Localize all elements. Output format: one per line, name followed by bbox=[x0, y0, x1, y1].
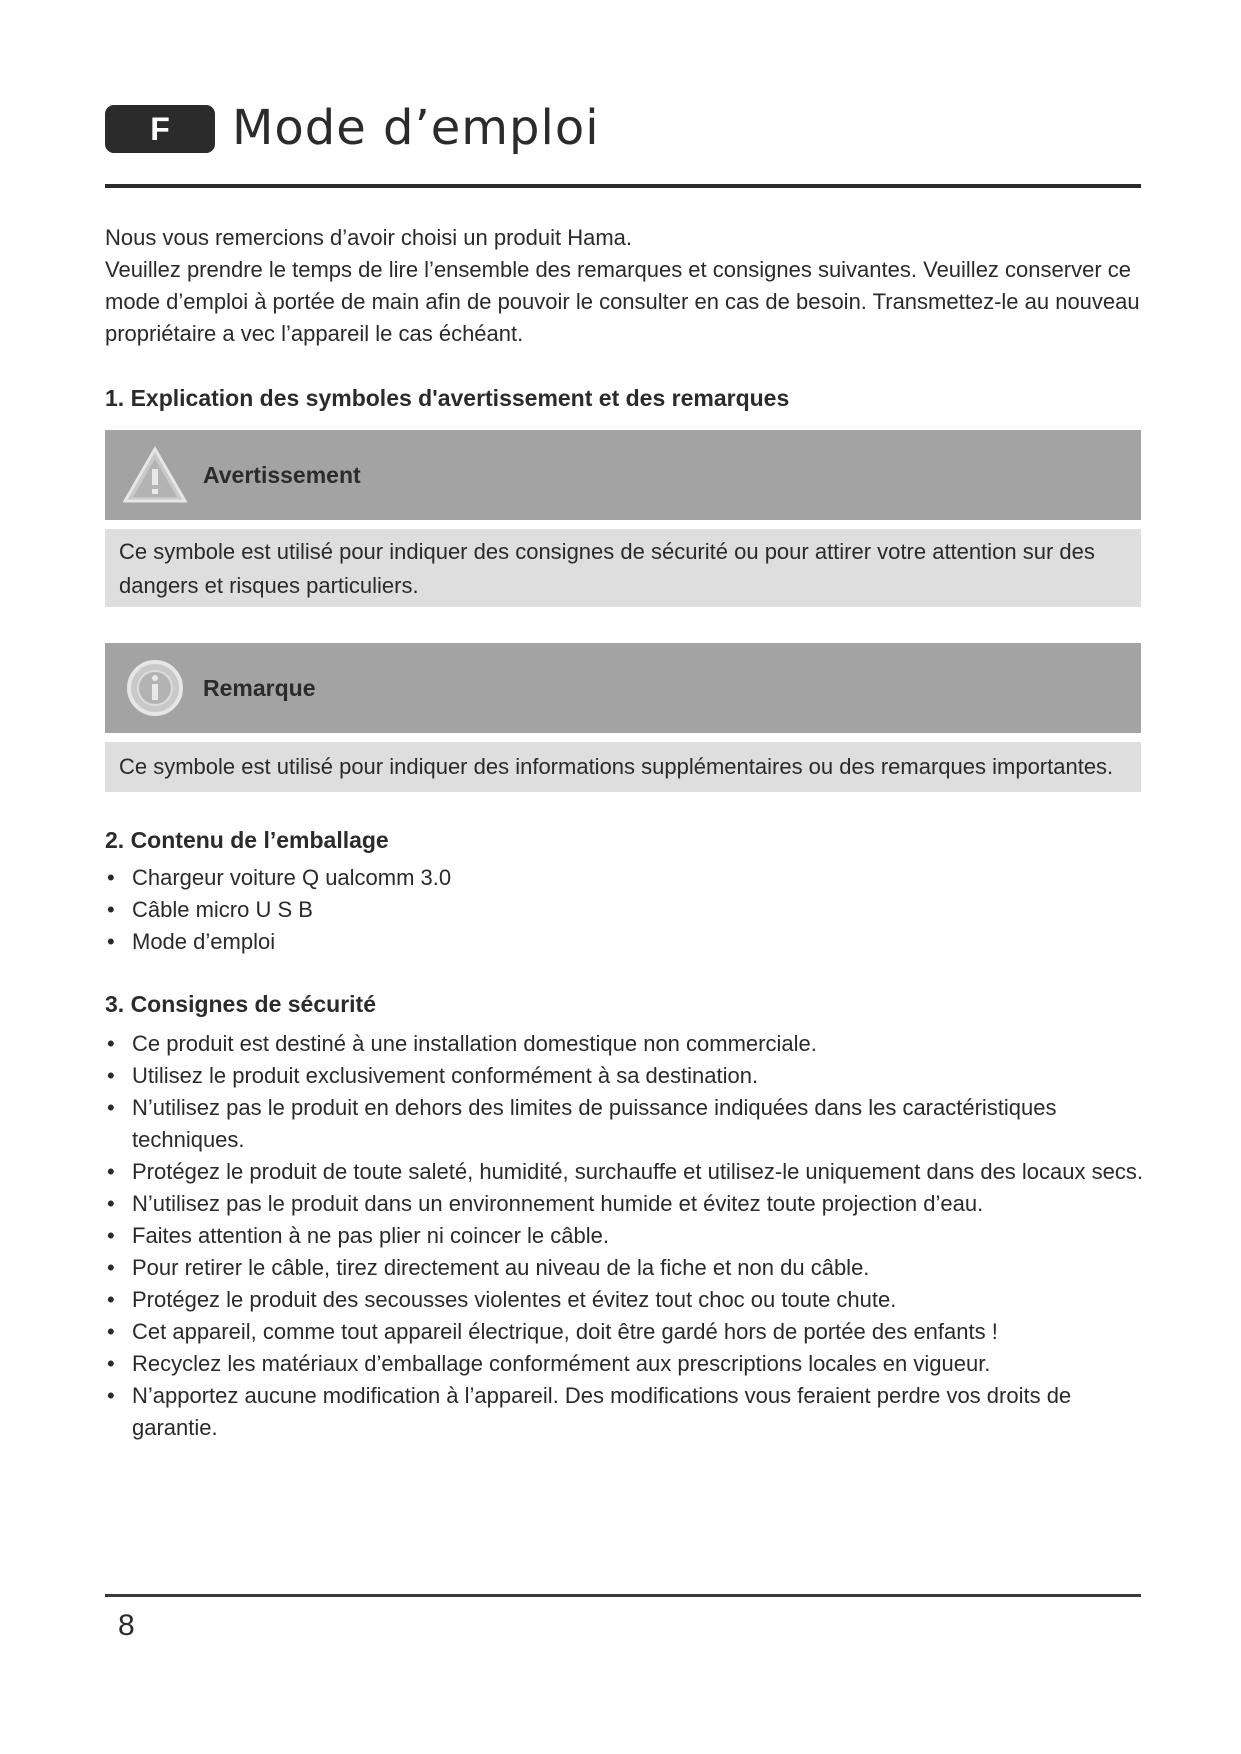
intro-text bbox=[105, 222, 1145, 350]
note-label: Remarque bbox=[203, 675, 316, 701]
list-item: • N’utilisez pas le produit dans un environnement humide et évitez toute projection d’eau. bbox=[105, 1188, 1155, 1220]
language-badge: F bbox=[105, 105, 215, 153]
warning-header bbox=[105, 430, 1141, 520]
warning-label: Avertissement bbox=[203, 462, 361, 488]
warning-triangle-icon bbox=[123, 445, 187, 505]
list-item: • Câble micro U S B bbox=[105, 894, 1155, 926]
section-1-title: 1. Explication des symboles d'avertissement et des remarques bbox=[105, 385, 790, 411]
intro-line: Nous vous remercions d’avoir choisi un produit Hama. bbox=[105, 225, 633, 250]
list-item: • Utilisez le produit exclusivement conformément à sa destination. bbox=[105, 1060, 1155, 1092]
list-item: • Recyclez les matériaux d’emballage conformément aux prescriptions locales en vigueur. bbox=[105, 1348, 1155, 1380]
list-item: • N’apportez aucune modification à l’appareil. Des modifications vous feraient perdre vos droits de garantie. bbox=[105, 1380, 1155, 1444]
section-2-title: 2. Contenu de l’emballage bbox=[105, 827, 389, 853]
page-title: Mode d’emploi bbox=[232, 100, 600, 156]
header-divider bbox=[105, 184, 1141, 188]
page-number: 8 bbox=[118, 1609, 135, 1642]
info-icon bbox=[123, 658, 187, 718]
safety-instructions-list bbox=[105, 1028, 1155, 1444]
note-description: Ce symbole est utilisé pour indiquer des informations supplémentaires ou des remarques importantes. bbox=[105, 742, 1141, 792]
footer-divider bbox=[105, 1594, 1141, 1597]
list-item: • Pour retirer le câble, tirez directement au niveau de la fiche et non du câble. bbox=[105, 1252, 1155, 1284]
list-item: • Cet appareil, comme tout appareil électrique, doit être gardé hors de portée des enfants ! bbox=[105, 1316, 1155, 1348]
note-header bbox=[105, 643, 1141, 733]
list-item: • N’utilisez pas le produit en dehors des limites de puissance indiquées dans les caractéristiques techniques. bbox=[105, 1092, 1155, 1156]
list-item: • Ce produit est destiné à une installation domestique non commerciale. bbox=[105, 1028, 1155, 1060]
list-item: • Faites attention à ne pas plier ni coincer le câble. bbox=[105, 1220, 1155, 1252]
list-item: • Mode d’emploi bbox=[105, 926, 1155, 958]
list-item: • Protégez le produit des secousses violentes et évitez tout choc ou toute chute. bbox=[105, 1284, 1155, 1316]
section-3-title: 3. Consignes de sécurité bbox=[105, 991, 376, 1017]
list-item: • Protégez le produit de toute saleté, humidité, surchauffe et utilisez-le uniquement dans des locaux secs. bbox=[105, 1156, 1155, 1188]
warning-description: Ce symbole est utilisé pour indiquer des consignes de sécurité ou pour attirer votre attention sur des dangers et risques particuliers. bbox=[105, 529, 1141, 607]
package-contents-list bbox=[105, 862, 1155, 958]
intro-line: Veuillez prendre le temps de lire l’ensemble des remarques et consignes suivantes. Veuillez conserver ce mode d’emploi à portée de main afin de pouvoir le consulter en cas de besoin. Transmettez-le au nouveau propriétaire a vec l’appareil le cas échéant. bbox=[105, 257, 1140, 346]
list-item: • Chargeur voiture Q ualcomm 3.0 bbox=[105, 862, 1155, 894]
